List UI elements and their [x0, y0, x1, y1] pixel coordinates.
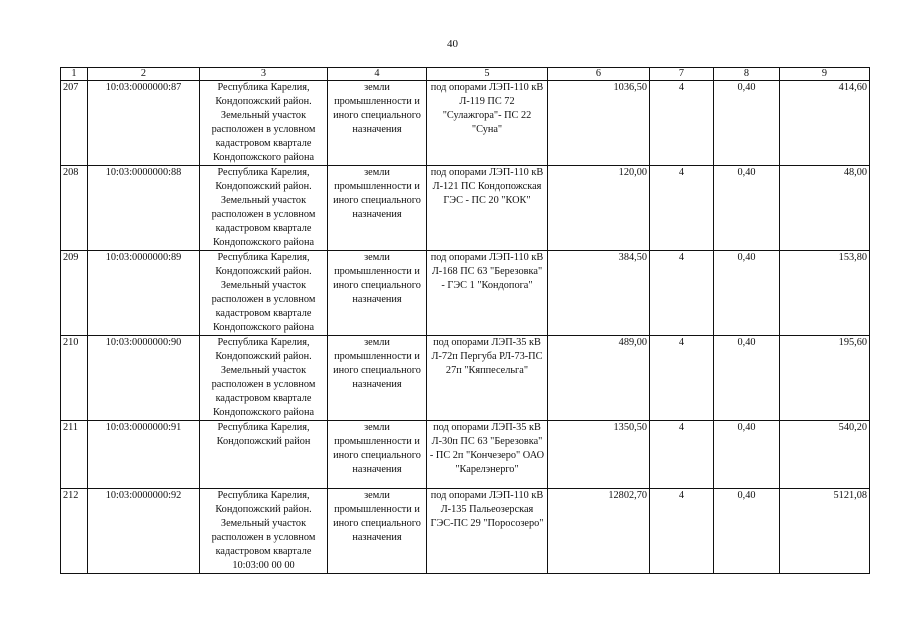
- land-category: земли промышленности и иного специального назначения: [328, 421, 427, 489]
- table-row: [61, 421, 870, 489]
- col-header-7: 7: [650, 68, 714, 81]
- col-9-value: 195,60: [780, 336, 870, 421]
- location: Республика Карелия, Кондопожский район. Земельный участок расположен в условном кадастровом квартале Кондопожского района: [200, 251, 328, 336]
- table-row: [61, 251, 870, 336]
- object-description: под опорами ЛЭП-110 кВ Л-168 ПС 63 "Березовка" - ГЭС 1 "Кондопога": [427, 251, 548, 336]
- cadastral-number: 10:03:0000000:91: [88, 421, 200, 489]
- row-number: 212: [61, 489, 88, 574]
- col-header-5: 5: [427, 68, 548, 81]
- area: 384,50: [548, 251, 650, 336]
- location: Республика Карелия, Кондопожский район. Земельный участок расположен в условном кадастровом квартале Кондопожского района: [200, 81, 328, 166]
- col-header-1: 1: [61, 68, 88, 81]
- col-7-value: 4: [650, 421, 714, 489]
- col-9-value: 540,20: [780, 421, 870, 489]
- table-row: [61, 489, 870, 574]
- area: 1350,50: [548, 421, 650, 489]
- table-row: [61, 81, 870, 166]
- land-plots-table: [60, 67, 870, 574]
- cadastral-number: 10:03:0000000:92: [88, 489, 200, 574]
- page-number: 40: [447, 38, 458, 50]
- location: Республика Карелия, Кондопожский район: [200, 421, 328, 489]
- land-category: земли промышленности и иного специального назначения: [328, 336, 427, 421]
- col-9-value: 48,00: [780, 166, 870, 251]
- col-8-value: 0,40: [714, 251, 780, 336]
- col-9-value: 153,80: [780, 251, 870, 336]
- land-category: земли промышленности и иного специального назначения: [328, 166, 427, 251]
- object-description: под опорами ЛЭП-110 кВ Л-121 ПС Кондопожская ГЭС - ПС 20 "КОК": [427, 166, 548, 251]
- cadastral-number: 10:03:0000000:89: [88, 251, 200, 336]
- table-row: [61, 166, 870, 251]
- object-description: под опорами ЛЭП-35 кВ Л-30п ПС 63 "Березовка" - ПС 2п "Кончезеро" ОАО "Карелэнерго": [427, 421, 548, 489]
- row-number: 208: [61, 166, 88, 251]
- object-description: под опорами ЛЭП-110 кВ Л-119 ПС 72 "Сулажгора"- ПС 22 "Суна": [427, 81, 548, 166]
- location: Республика Карелия, Кондопожский район. Земельный участок расположен в условном кадастровом квартале Кондопожского района: [200, 166, 328, 251]
- cadastral-number: 10:03:0000000:87: [88, 81, 200, 166]
- object-description: под опорами ЛЭП-110 кВ Л-135 Пальеозерская ГЭС-ПС 29 "Поросозеро": [427, 489, 548, 574]
- col-8-value: 0,40: [714, 421, 780, 489]
- col-7-value: 4: [650, 166, 714, 251]
- land-category: земли промышленности и иного специального назначения: [328, 489, 427, 574]
- col-8-value: 0,40: [714, 336, 780, 421]
- land-category: земли промышленности и иного специального назначения: [328, 251, 427, 336]
- col-7-value: 4: [650, 489, 714, 574]
- object-description: под опорами ЛЭП-35 кВ Л-72п Пергуба РЛ-73-ПС 27п "Кяппесельга": [427, 336, 548, 421]
- col-7-value: 4: [650, 81, 714, 166]
- row-number: 210: [61, 336, 88, 421]
- col-8-value: 0,40: [714, 166, 780, 251]
- area: 120,00: [548, 166, 650, 251]
- location: Республика Карелия, Кондопожский район. Земельный участок расположен в условном кадастровом квартале 10:03:00 00 00: [200, 489, 328, 574]
- area: 1036,50: [548, 81, 650, 166]
- row-number: 211: [61, 421, 88, 489]
- cadastral-number: 10:03:0000000:90: [88, 336, 200, 421]
- col-8-value: 0,40: [714, 81, 780, 166]
- col-7-value: 4: [650, 336, 714, 421]
- land-category: земли промышленности и иного специального назначения: [328, 81, 427, 166]
- cadastral-number: 10:03:0000000:88: [88, 166, 200, 251]
- header-row: [61, 68, 870, 81]
- row-number: 207: [61, 81, 88, 166]
- area: 12802,70: [548, 489, 650, 574]
- col-9-value: 414,60: [780, 81, 870, 166]
- col-header-6: 6: [548, 68, 650, 81]
- col-7-value: 4: [650, 251, 714, 336]
- table-row: [61, 336, 870, 421]
- col-header-4: 4: [328, 68, 427, 81]
- location: Республика Карелия, Кондопожский район. Земельный участок расположен в условном кадастровом квартале Кондопожского района: [200, 336, 328, 421]
- col-header-8: 8: [714, 68, 780, 81]
- col-9-value: 5121,08: [780, 489, 870, 574]
- col-8-value: 0,40: [714, 489, 780, 574]
- row-number: 209: [61, 251, 88, 336]
- col-header-9: 9: [780, 68, 870, 81]
- col-header-3: 3: [200, 68, 328, 81]
- col-header-2: 2: [88, 68, 200, 81]
- area: 489,00: [548, 336, 650, 421]
